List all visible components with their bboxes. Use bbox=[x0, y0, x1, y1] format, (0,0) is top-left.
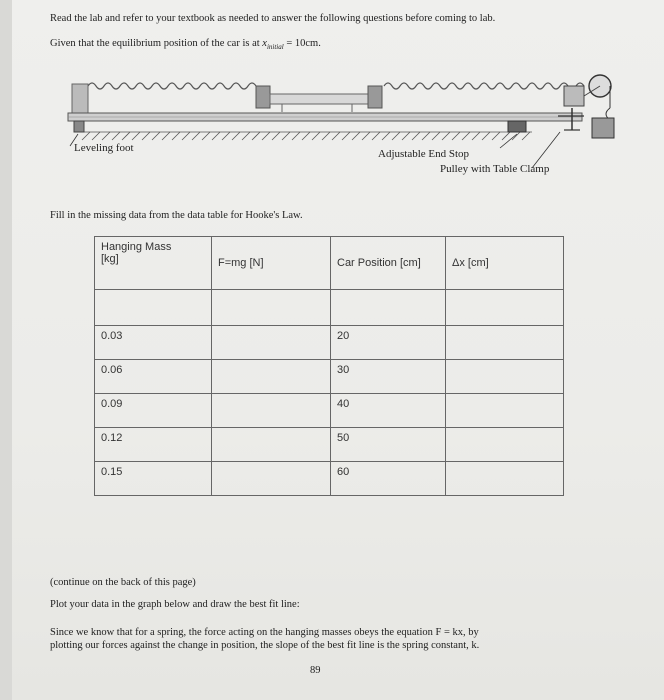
adjustable-end-stop bbox=[508, 121, 526, 132]
position-cell: 20 bbox=[331, 326, 446, 360]
table-row bbox=[95, 360, 564, 394]
label-end-stop: Adjustable End Stop bbox=[378, 148, 470, 160]
label-pulley: Pulley with Table Clamp bbox=[440, 163, 550, 175]
intro-line-1: Read the lab and refer to your textbook as needed to answer the following questions before coming to lab. bbox=[50, 13, 496, 24]
hanging-mass bbox=[592, 118, 614, 138]
force-cell[interactable] bbox=[212, 428, 331, 462]
spring-paragraph-line-2: plotting our forces against the change in position, the slope of the best fit line is the spring constant, k. bbox=[50, 640, 480, 651]
mass-cell: 0.06 bbox=[95, 360, 212, 394]
left-end-block bbox=[72, 84, 88, 114]
mass-cell: 0.12 bbox=[95, 428, 212, 462]
force-cell[interactable] bbox=[212, 462, 331, 496]
intro-line-2-prefix: Given that the equilibrium position of the car is at bbox=[50, 38, 260, 49]
mass-cell: 0.15 bbox=[95, 462, 212, 496]
page-number: 89 bbox=[310, 665, 321, 676]
cart bbox=[256, 86, 382, 112]
table-surface bbox=[78, 132, 532, 140]
table-row-blank bbox=[95, 290, 564, 326]
table-header-row bbox=[95, 237, 564, 290]
header-car-position: Car Position [cm] bbox=[331, 237, 446, 290]
leveling-foot bbox=[74, 121, 84, 132]
table-row bbox=[95, 462, 564, 496]
delta-x-cell[interactable] bbox=[446, 394, 564, 428]
continue-note: (continue on the back of this page) bbox=[50, 577, 196, 588]
force-cell[interactable] bbox=[212, 394, 331, 428]
header-delta-x: Δx [cm] bbox=[446, 237, 564, 290]
position-cell: 60 bbox=[331, 462, 446, 496]
table-row bbox=[95, 428, 564, 462]
spring-paragraph-line-1: Since we know that for a spring, the force acting on the hanging masses obeys the equation F = kx, by bbox=[50, 627, 479, 638]
position-cell: 30 bbox=[331, 360, 446, 394]
table-row bbox=[95, 326, 564, 360]
left-spring bbox=[88, 83, 256, 89]
force-cell[interactable] bbox=[212, 360, 331, 394]
mass-cell: 0.03 bbox=[95, 326, 212, 360]
fill-instruction: Fill in the missing data from the data table for Hooke's Law. bbox=[50, 210, 303, 221]
right-spring bbox=[384, 83, 584, 89]
delta-x-cell[interactable] bbox=[446, 428, 564, 462]
apparatus-diagram bbox=[12, 0, 664, 200]
delta-x-cell[interactable] bbox=[446, 462, 564, 496]
document-page bbox=[12, 0, 664, 700]
position-cell: 50 bbox=[331, 428, 446, 462]
x-symbol: x bbox=[262, 38, 267, 49]
header-force: F=mg [N] bbox=[212, 237, 331, 290]
header-hanging-mass: Hanging Mass [kg] bbox=[95, 237, 212, 290]
label-leveling-foot: Leveling foot bbox=[74, 142, 134, 154]
table-row bbox=[95, 394, 564, 428]
hookes-law-table bbox=[94, 236, 564, 496]
position-cell: 40 bbox=[331, 394, 446, 428]
force-cell[interactable] bbox=[212, 326, 331, 360]
intro-line-2-value: = 10cm. bbox=[286, 38, 321, 49]
delta-x-cell[interactable] bbox=[446, 326, 564, 360]
x-subscript: initial bbox=[266, 43, 284, 52]
delta-x-cell[interactable] bbox=[446, 360, 564, 394]
plot-instruction: Plot your data in the graph below and draw the best fit line: bbox=[50, 599, 300, 610]
mass-cell: 0.09 bbox=[95, 394, 212, 428]
